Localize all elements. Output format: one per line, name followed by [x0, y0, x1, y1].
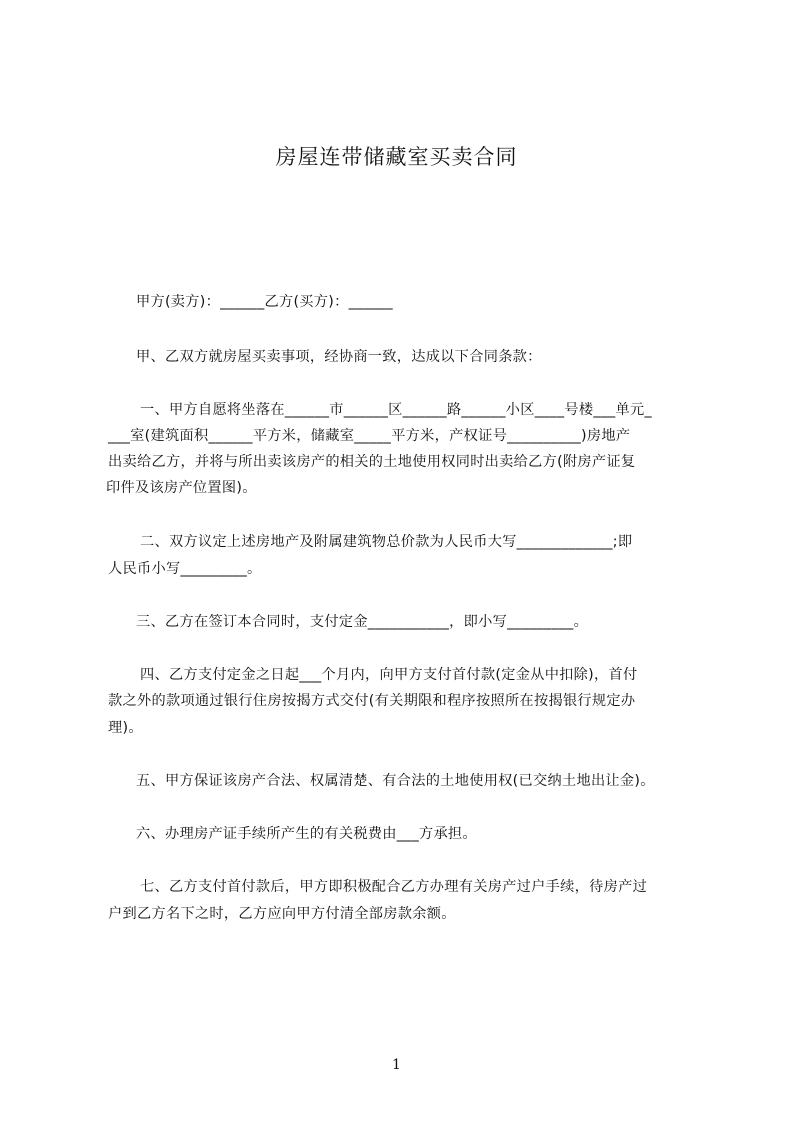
clause-4-line-2: 款之外的款项通过银行住房按揭方式交付(有关期限和程序按照所在按揭银行规定办	[108, 693, 636, 709]
clause-7-line-2: 户到乙方名下之时，乙方应向甲方付清全部房款余额。	[108, 906, 456, 922]
clause-1-line-3: 出卖给乙方，并将与所出卖该房产的相关的土地使用权同时出卖给乙方(附房产证复	[108, 454, 636, 470]
parties-line: 甲方(卖方)：______乙方(买方)：______	[136, 294, 393, 310]
clause-1-line-4: 印件及该房产位置图)。	[106, 480, 257, 496]
clause-1-line-2: ___室(建筑面积______平方米，储藏室_____平方米，产权证号__________)房地产	[108, 428, 631, 444]
clause-7-line-1: 七、乙方支付首付款后，甲方即积极配合乙方办理有关房产过户手续，待房产过	[140, 879, 648, 895]
clause-2-line-2: 人民币小写_________。	[108, 561, 262, 577]
clause-5-line-1: 五、甲方保证该房产合法、权属清楚、有合法的土地使用权(已交纳土地出让金)。	[136, 773, 655, 789]
clause-4-line-1: 四、乙方支付定金之日起___个月内，向甲方支付首付款(定金从中扣除)，首付	[140, 667, 638, 683]
clause-2-line-1: 二、双方议定上述房地产及附属建筑物总价款为人民币大写_____________;即	[140, 534, 633, 550]
clause-3-line-1: 三、乙方在签订本合同时，支付定金___________，即小写_________。	[136, 614, 589, 630]
clause-1-line-1: 一、甲方自愿将坐落在______市______区______路______小区____号楼___单元_	[140, 402, 652, 418]
preamble-line: 甲、乙双方就房屋买卖事项，经协商一致，达成以下合同条款：	[136, 349, 542, 365]
clause-6-line-1: 六、办理房产证手续所产生的有关税费由___方承担。	[136, 826, 477, 842]
page-number: 1	[392, 1057, 401, 1073]
document-title: 房屋连带储藏室买卖合同	[275, 145, 518, 169]
clause-4-line-3: 理)。	[108, 720, 143, 736]
